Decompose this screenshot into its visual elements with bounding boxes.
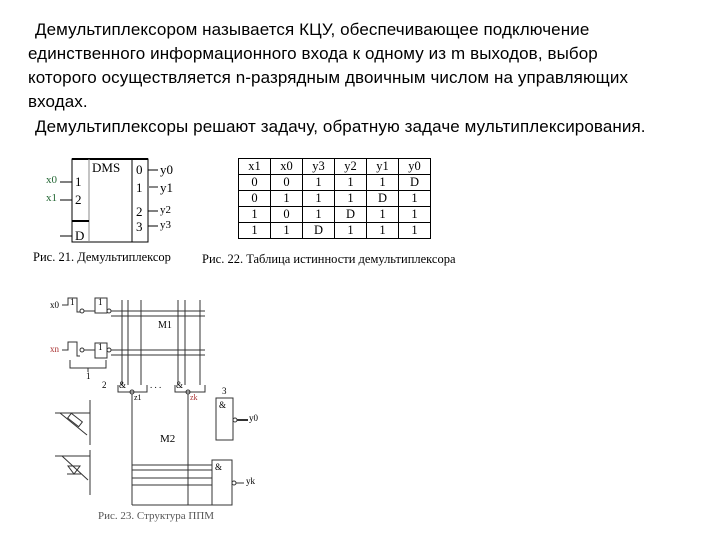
figure-21-caption: Рис. 21. Демультиплексор <box>33 250 171 264</box>
output-pin-0: 0 <box>136 162 143 177</box>
paragraph-line-3: которого осуществляется n-разрядным двоичным числом на управляющих <box>28 68 629 87</box>
paragraph-line-4: входах. <box>28 92 88 111</box>
label-one-d: 1 <box>86 371 91 381</box>
table-cell: 1 <box>271 223 303 239</box>
paragraph-line-1: Демультиплексором называется КЦУ, обеспечивающее подключение <box>35 20 590 39</box>
header-cell: y0 <box>399 159 431 175</box>
output-pin-3: 3 <box>136 219 143 234</box>
table-cell: 1 <box>399 223 431 239</box>
ellipsis: . . . <box>150 380 162 390</box>
output-label-y3: y3 <box>160 219 171 231</box>
table-cell: 1 <box>303 191 335 207</box>
header-cell: y2 <box>335 159 367 175</box>
label-xn: xn <box>50 344 59 354</box>
paragraph-line-5: Демультиплексоры решают задачу, обратную задаче мультиплексирования. <box>35 117 646 136</box>
label-3: 3 <box>222 386 227 396</box>
table-cell: 1 <box>335 191 367 207</box>
label-one-b: 1 <box>98 297 103 307</box>
input-pin-1: 1 <box>75 174 82 189</box>
and-gate-4: & <box>215 462 223 472</box>
table-cell: 1 <box>303 207 335 223</box>
label-2: 2 <box>102 380 107 390</box>
output-label-y1: y1 <box>160 180 173 195</box>
table-cell: D <box>335 207 367 223</box>
header-cell: x0 <box>271 159 303 175</box>
table-cell: 1 <box>239 223 271 239</box>
figure-23-caption: Рис. 23. Структура ППМ <box>98 510 215 522</box>
input-pin-2: 2 <box>75 192 82 207</box>
label-y0: y0 <box>249 413 258 423</box>
label-m1: M1 <box>158 320 172 331</box>
header-cell: x1 <box>239 159 271 175</box>
table-cell: 1 <box>239 207 271 223</box>
table-cell: 1 <box>367 175 399 191</box>
table-cell: 1 <box>367 223 399 239</box>
table-cell: 1 <box>367 207 399 223</box>
label-x0: x0 <box>50 300 59 310</box>
output-label-y2: y2 <box>160 204 171 216</box>
output-label-y0: y0 <box>160 162 173 177</box>
table-cell: 0 <box>271 175 303 191</box>
label-z1: z1 <box>134 393 142 402</box>
output-pin-2: 2 <box>136 204 143 219</box>
header-cell: y1 <box>367 159 399 175</box>
table-cell: 1 <box>335 175 367 191</box>
demux-title: DMS <box>92 160 121 175</box>
table-cell: 1 <box>271 191 303 207</box>
and-gate-1: & <box>119 380 127 390</box>
data-pin: D <box>75 228 85 243</box>
table-cell: 1 <box>303 175 335 191</box>
table-cell: D <box>399 175 431 191</box>
paragraph-line-2: единственного информационного входа к одному из m выходов, выбор <box>28 44 598 63</box>
label-m2: M2 <box>160 433 176 445</box>
input-label-x1: x1 <box>46 192 57 204</box>
table-cell: 1 <box>399 207 431 223</box>
label-one-c: 1 <box>98 342 103 352</box>
label-zk: zk <box>190 393 198 402</box>
input-label-x0: x0 <box>46 174 57 186</box>
table-cell: 0 <box>239 175 271 191</box>
and-gate-2: & <box>176 380 184 390</box>
figure-22-caption: Рис. 22. Таблица истинности демультиплексора <box>202 252 456 266</box>
table-cell: D <box>367 191 399 207</box>
table-cell: 1 <box>399 191 431 207</box>
table-cell: 0 <box>239 191 271 207</box>
table-cell: 0 <box>271 207 303 223</box>
table-cell: D <box>303 223 335 239</box>
output-pin-1: 1 <box>136 180 143 195</box>
and-gate-3: & <box>219 400 227 410</box>
label-one-a: 1 <box>70 297 75 307</box>
table-cell: 1 <box>335 223 367 239</box>
header-cell: y3 <box>303 159 335 175</box>
label-yk: yk <box>246 476 255 486</box>
